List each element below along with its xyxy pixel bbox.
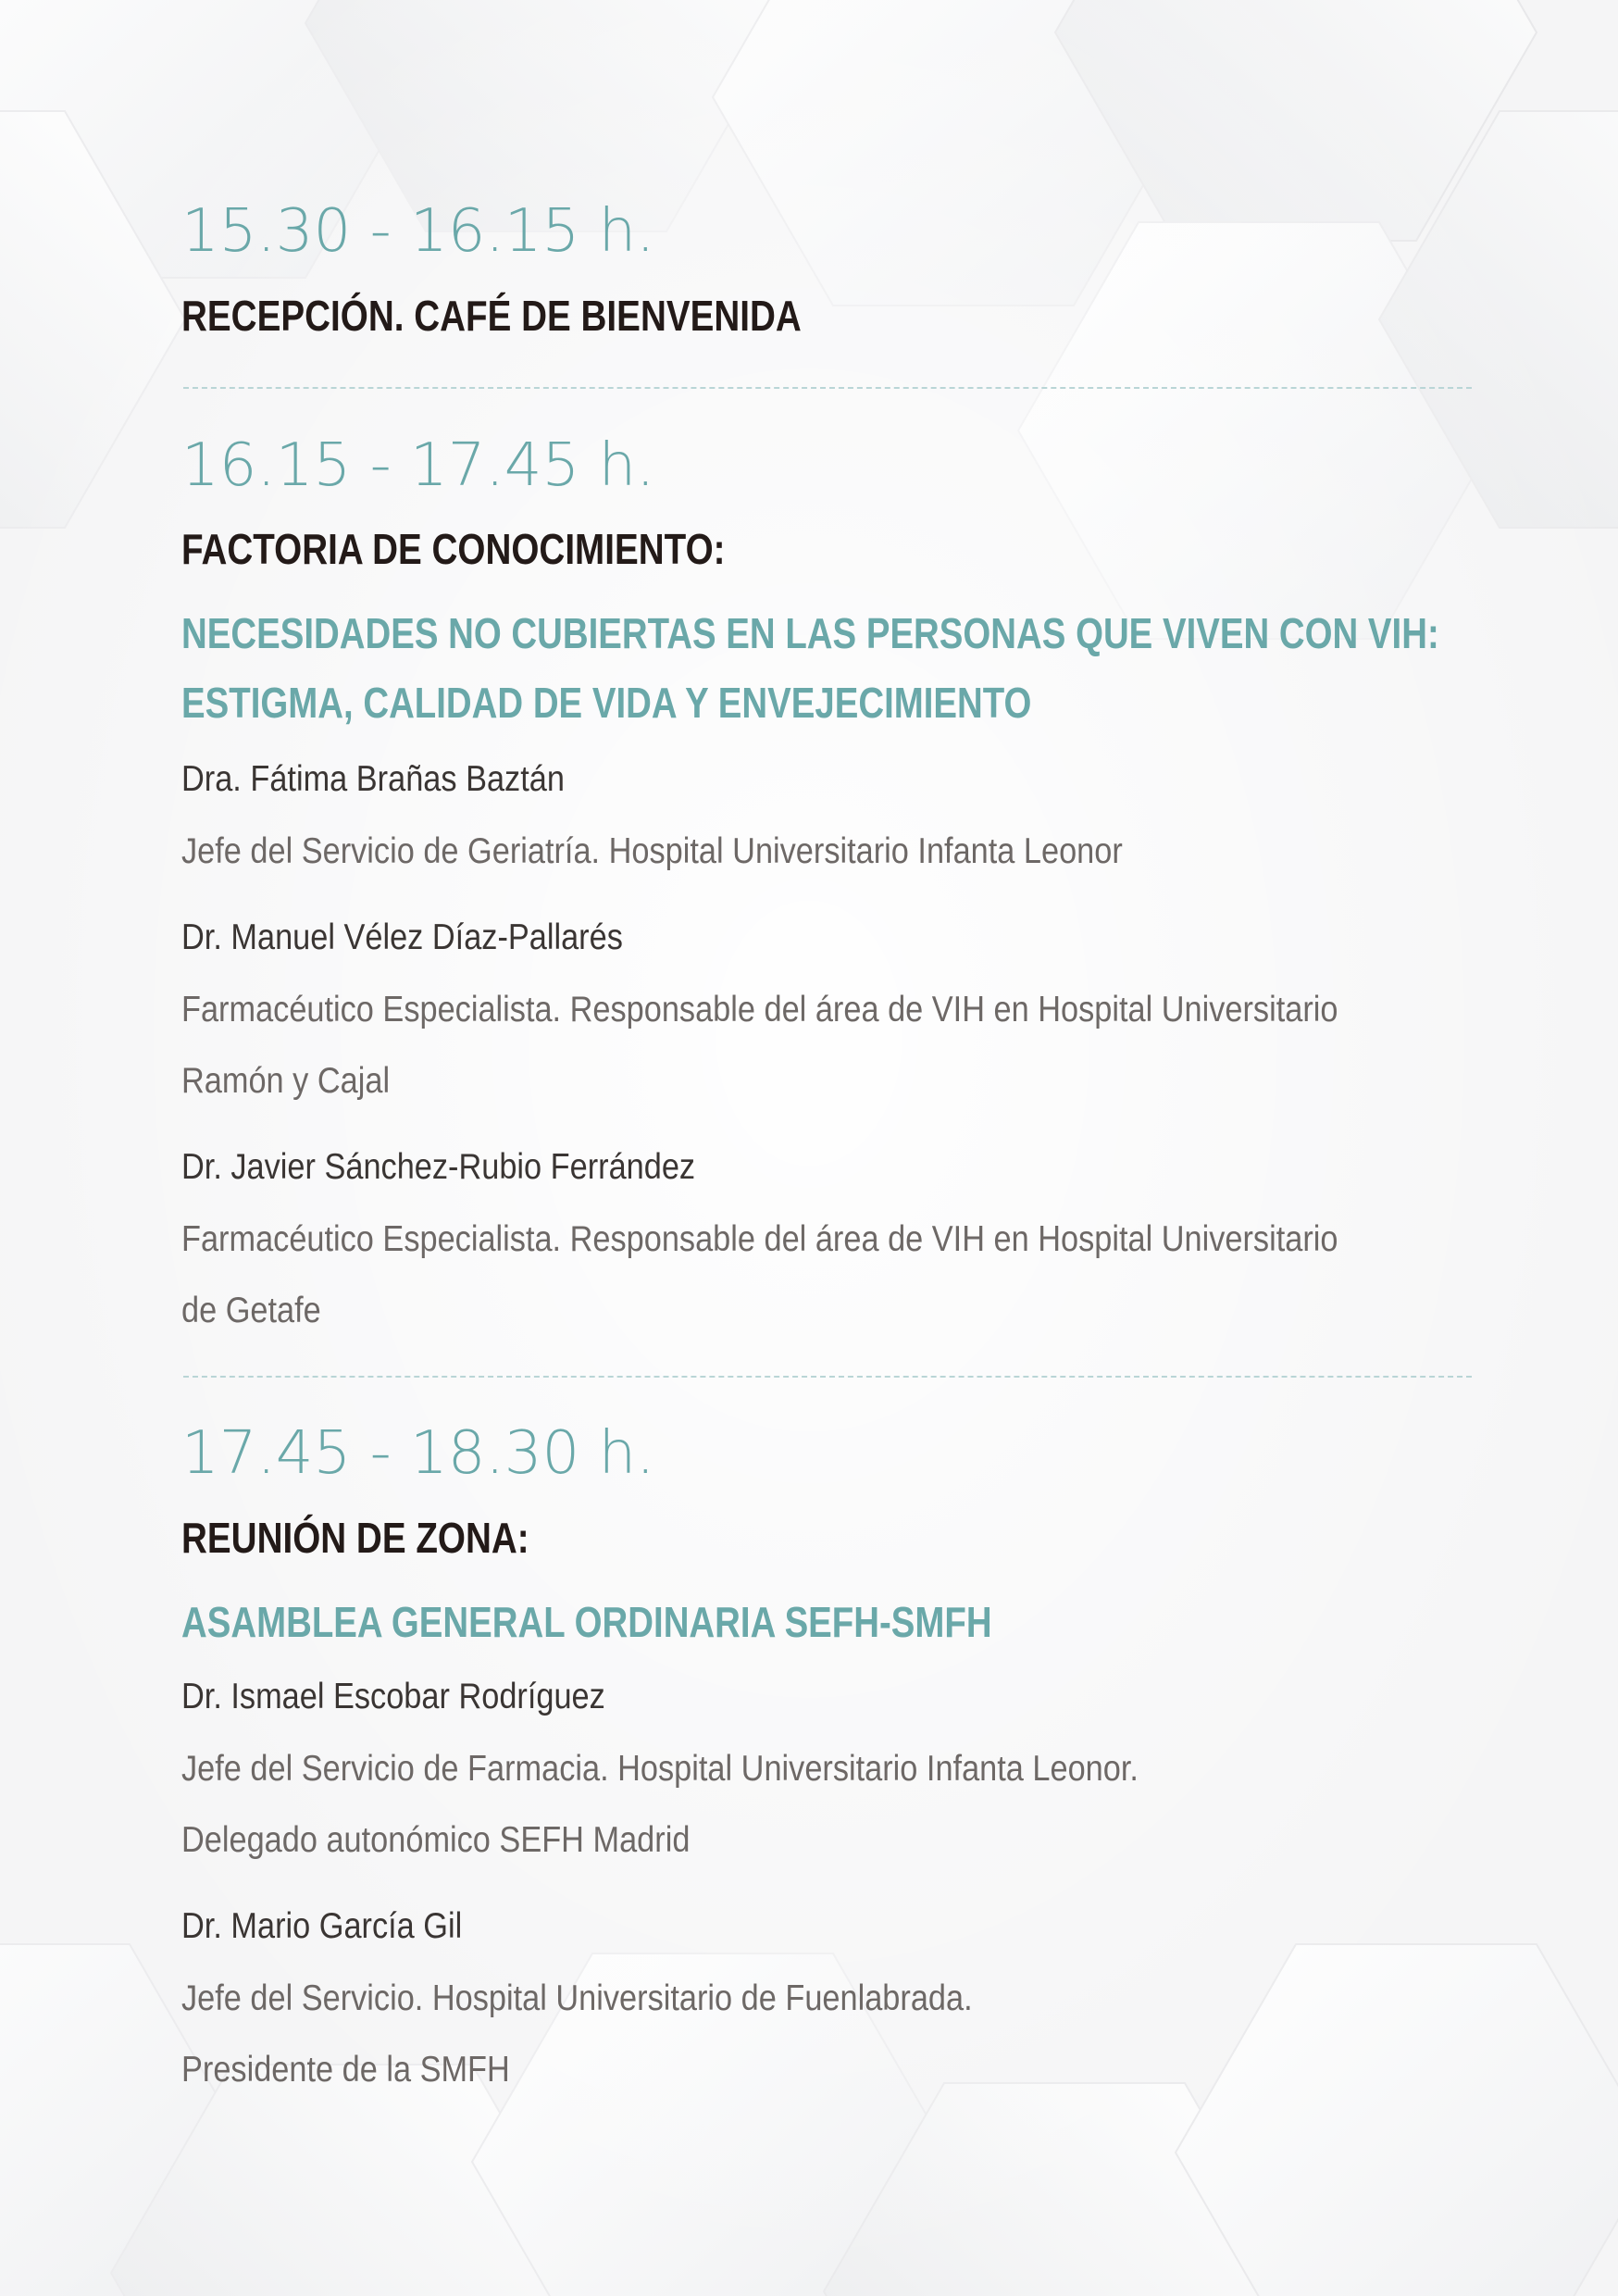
speaker-name: Dra. Fátima Brañas Baztán <box>181 759 565 799</box>
speaker-role: Jefe del Servicio de Geriatría. Hospital Universitario Infanta Leonor <box>181 831 1123 871</box>
session-2-time: 16.15 - 17.45 h. <box>181 431 655 500</box>
speaker-role: Jefe del Servicio de Farmacia. Hospital Universitario Infanta Leonor. <box>181 1749 1139 1789</box>
speaker-name: Dr. Ismael Escobar Rodríguez <box>181 1677 605 1716</box>
session-1-title: RECEPCIÓN. CAFÉ DE BIENVENIDA <box>181 292 802 340</box>
speaker-role: Presidente de la SMFH <box>181 2050 510 2090</box>
session-3-title: REUNIÓN DE ZONA: <box>181 1514 529 1562</box>
session-2-subtitle-line-1: NECESIDADES NO CUBIERTAS EN LAS PERSONAS QUE VIVEN CON VIH: <box>181 609 1439 657</box>
speaker-name: Dr. Javier Sánchez-Rubio Ferrández <box>181 1147 696 1187</box>
session-2-title: FACTORIA DE CONOCIMIENTO: <box>181 525 726 573</box>
session-1-time: 15.30 - 16.15 h. <box>181 197 655 266</box>
speaker-role: Farmacéutico Especialista. Responsable del área de VIH en Hospital Universitario <box>181 1219 1338 1259</box>
speaker-role: Jefe del Servicio. Hospital Universitario de Fuenlabrada. <box>181 1978 973 2018</box>
session-3-subtitle: ASAMBLEA GENERAL ORDINARIA SEFH-SMFH <box>181 1598 992 1646</box>
section-divider <box>183 387 1472 389</box>
section-divider <box>183 1376 1472 1378</box>
speaker-role: Farmacéutico Especialista. Responsable del área de VIH en Hospital Universitario <box>181 990 1338 1029</box>
speaker-name: Dr. Mario García Gil <box>181 1906 463 1946</box>
speaker-name: Dr. Manuel Vélez Díaz-Pallarés <box>181 917 623 957</box>
session-2-subtitle-line-2: ESTIGMA, CALIDAD DE VIDA Y ENVEJECIMIENTO <box>181 679 1032 727</box>
speaker-role: Delegado autonómico SEFH Madrid <box>181 1820 691 1860</box>
speaker-role: Ramón y Cajal <box>181 1061 391 1101</box>
speaker-role: de Getafe <box>181 1291 321 1330</box>
session-3-time: 17.45 - 18.30 h. <box>181 1419 655 1488</box>
